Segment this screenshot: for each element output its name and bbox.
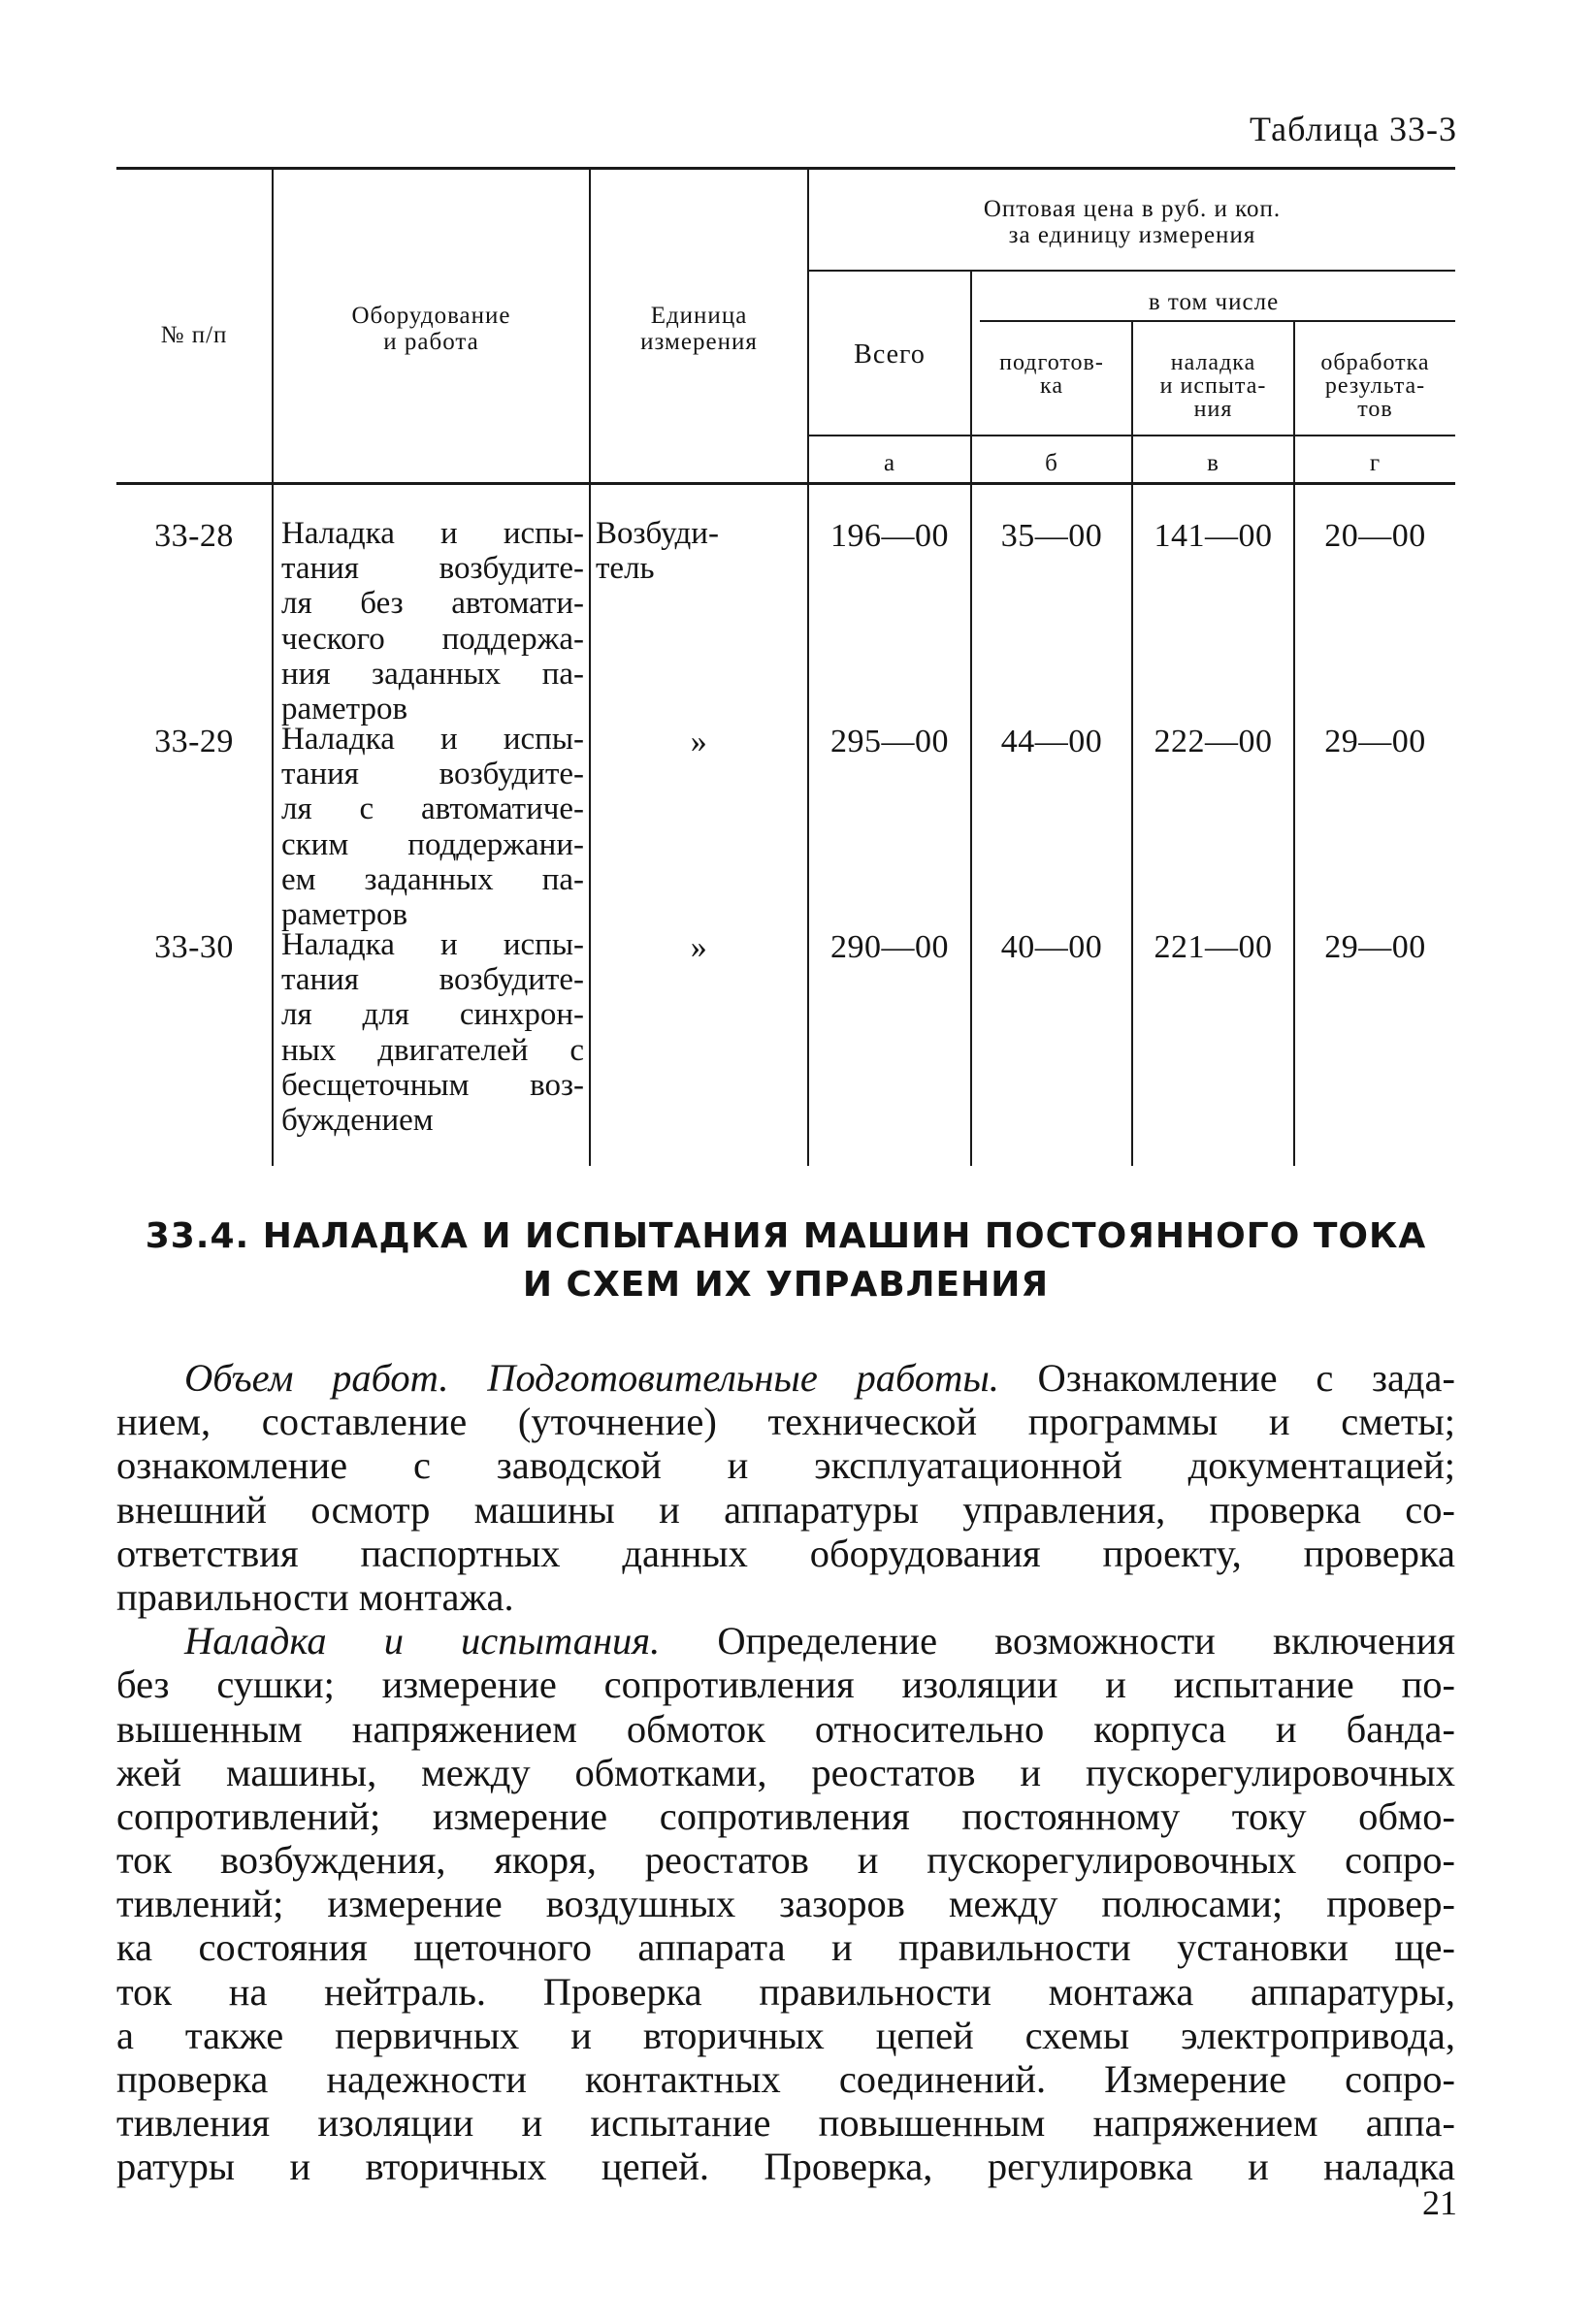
header-price-line1: Оптовая цена в руб. и коп. <box>983 196 1282 222</box>
paragraph-text: Ознакомление с зада- <box>998 1356 1455 1400</box>
row-unit-line2: тель <box>596 551 655 587</box>
page-number: 21 <box>1422 2183 1457 2222</box>
paragraph-line: вышенным напряжением обмоток относительно корпуса и банда- <box>116 1706 1455 1751</box>
header-process-line2: результа- <box>1324 373 1426 399</box>
row-process: 20—00 <box>1324 518 1426 554</box>
column-letter-g: г <box>1369 450 1382 476</box>
paragraph-line: тивления изоляции и испытание повышенным напряжением аппа- <box>116 2101 1455 2146</box>
row-unit <box>596 516 803 586</box>
header-including: в том числе <box>1148 289 1280 315</box>
paragraph-line: жей машины, между обмотками, реостатов и пускорегулировочных <box>116 1750 1455 1794</box>
description-line: ля для синхрон- <box>281 997 584 1033</box>
section-title-line1: 33.4. НАЛАДКА И ИСПЫТАНИЯ МАШИН ПОСТОЯННОГО ТОКА <box>145 1216 1427 1256</box>
header-adjust-line3: ния <box>1193 397 1233 422</box>
including-rule <box>980 320 1455 322</box>
table-caption: Таблица 33-3 <box>1250 110 1457 148</box>
paragraph-line: ратуры и вторичных цепей. Проверка, регулировка и наладка <box>116 2145 1455 2189</box>
paragraph-line: а также первичных и вторичных цепей схемы электропривода, <box>116 2013 1455 2057</box>
row-description <box>281 516 584 726</box>
row-adjust: 221—00 <box>1154 929 1273 965</box>
header-prep <box>972 351 1131 398</box>
paragraph-line: ток возбуждения, якоря, реостатов и пускорегулировочных сопро- <box>116 1838 1455 1883</box>
paragraph-line: ознакомление с заводской и эксплуатационной документацией; <box>116 1443 1455 1488</box>
column-letter-v: в <box>1207 450 1219 476</box>
header-unit-line1: Единица <box>650 303 748 329</box>
paragraph-line: ток на нейтраль. Проверка правильности монтажа аппаратуры, <box>116 1969 1455 2014</box>
description-line: бесщеточным воз- <box>281 1067 584 1103</box>
description-line: ем заданных па- <box>281 861 584 897</box>
paragraph-line <box>116 1619 1455 1662</box>
description-line: буждением <box>281 1103 434 1139</box>
description-line: ния заданных па- <box>281 656 584 692</box>
row-unit-ditto: » <box>690 929 708 965</box>
row-prep: 35—00 <box>1000 518 1103 554</box>
row-number: 33-29 <box>154 724 234 759</box>
header-bottom-rule <box>116 482 1455 485</box>
header-number: № п/п <box>160 322 228 348</box>
paragraph-line: тивлений; измерение воздушных зазоров между полюсами; провер- <box>116 1882 1455 1926</box>
header-adjust <box>1133 351 1293 421</box>
header-total: Всего <box>854 339 926 370</box>
header-process-line1: обработка <box>1320 350 1430 375</box>
paragraph-text: Определение возможности включения <box>660 1619 1455 1663</box>
price-group-rule <box>809 270 1455 272</box>
col-divider-3 <box>807 167 809 1166</box>
header-unit-line2: измерения <box>640 329 758 355</box>
row-total: 295—00 <box>830 724 949 759</box>
row-number: 33-28 <box>154 518 234 554</box>
header-process <box>1295 351 1455 421</box>
row-process: 29—00 <box>1324 724 1426 759</box>
price-table <box>116 167 1455 1166</box>
row-unit-line1: Возбуди- <box>596 516 719 551</box>
italic-heading: Наладка и испытания. <box>184 1619 661 1663</box>
header-equipment-line2: и работа <box>383 329 479 355</box>
row-prep: 40—00 <box>1000 929 1103 965</box>
header-price <box>809 196 1455 248</box>
description-line: Наладка и испы- <box>281 516 584 551</box>
col-divider-4 <box>970 272 972 1166</box>
row-unit-ditto: » <box>690 724 708 759</box>
row-total: 290—00 <box>830 929 949 965</box>
paragraph-line: правильности монтажа. <box>116 1574 514 1619</box>
header-adjust-line2: и испыта- <box>1159 373 1267 399</box>
row-total: 196—00 <box>830 518 949 554</box>
description-line: ля с автоматиче- <box>281 791 584 827</box>
description-line: Наладка и испы- <box>281 722 584 757</box>
row-process: 29—00 <box>1324 929 1426 965</box>
section-title-line2: И СХЕМ ИХ УПРАВЛЕНИЯ <box>522 1265 1050 1305</box>
header-prep-line2: ка <box>1040 373 1063 399</box>
description-line: тания возбудите- <box>281 757 584 792</box>
description-line: тания возбудите- <box>281 551 584 587</box>
header-process-line3: тов <box>1357 397 1393 422</box>
header-price-line2: за единицу измерения <box>1008 222 1256 248</box>
description-line: ных двигателей с <box>281 1032 584 1068</box>
description-line: ским поддержани- <box>281 826 584 862</box>
column-letter-b: б <box>1045 450 1058 476</box>
description-line: ческого поддержа- <box>281 621 584 657</box>
description-line: ля без автомати- <box>281 586 584 622</box>
italic-heading: Объем работ. Подготовительные работы. <box>184 1356 999 1400</box>
row-description <box>281 927 584 1138</box>
description-line: Наладка и испы- <box>281 927 584 962</box>
table-top-rule <box>116 167 1455 170</box>
row-adjust: 141—00 <box>1154 518 1273 554</box>
section-title <box>116 1212 1455 1309</box>
paragraph-line: ответствия паспортных данных оборудования проекту, проверка <box>116 1531 1455 1575</box>
description-line: раметров <box>281 692 408 727</box>
description-line: раметров <box>281 897 408 933</box>
header-unit <box>591 303 807 355</box>
paragraph-line <box>116 1356 1455 1400</box>
column-letter-a: а <box>883 450 896 476</box>
paragraph-line: без сушки; измерение сопротивления изоляции и испытание по- <box>116 1662 1455 1707</box>
row-number: 33-30 <box>154 929 234 965</box>
paragraph-line: нием, составление (уточнение) технической программы и сметы; <box>116 1400 1455 1444</box>
header-adjust-line1: наладка <box>1170 350 1256 375</box>
description-line: тания возбудите- <box>281 962 584 998</box>
paragraph-line: ка состояния щеточного аппарата и правильности установки ще- <box>116 1925 1455 1970</box>
paragraph-line: проверка надежности контактных соединений. Измерение сопро- <box>116 2057 1455 2101</box>
header-equipment <box>274 303 589 355</box>
header-prep-line1: подготов- <box>999 350 1104 375</box>
paragraph-line: внешний осмотр машины и аппаратуры управления, проверка со- <box>116 1487 1455 1532</box>
row-description <box>281 722 584 932</box>
row-adjust: 222—00 <box>1154 724 1273 759</box>
body-text <box>116 1356 1455 2189</box>
header-equipment-line1: Оборудование <box>351 303 511 329</box>
row-prep: 44—00 <box>1000 724 1103 759</box>
paragraph-line: сопротивлений; измерение сопротивления постоянному току обмо- <box>116 1793 1455 1838</box>
